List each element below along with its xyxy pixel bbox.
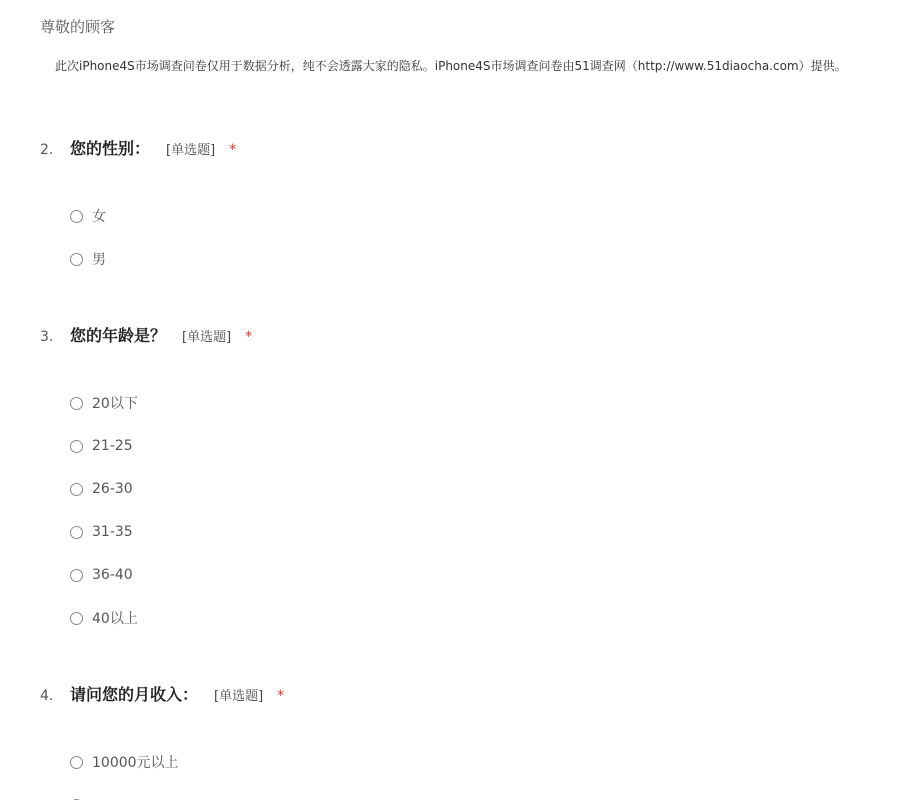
radio-button[interactable] xyxy=(70,526,83,539)
radio-button[interactable] xyxy=(70,440,83,453)
greeting-text: 尊敬的顾客 xyxy=(40,18,116,36)
question-2-header xyxy=(40,136,236,159)
required-marker: * xyxy=(277,688,285,704)
option-male[interactable] xyxy=(70,250,106,268)
radio-button[interactable] xyxy=(70,756,83,769)
question-title: 您的性别： xyxy=(70,139,151,158)
option-label: 36-40 xyxy=(92,567,133,583)
radio-button[interactable] xyxy=(70,612,83,625)
option-label: 21-25 xyxy=(92,438,133,454)
option-age-36-40[interactable] xyxy=(70,566,133,584)
option-income-next[interactable] xyxy=(70,796,92,800)
option-label: 20以下 xyxy=(92,396,138,412)
question-type-tag: [单选题] xyxy=(166,143,216,158)
question-title: 请问您的月收入： xyxy=(70,685,199,704)
question-4-header xyxy=(40,682,284,705)
option-income-over-10000[interactable] xyxy=(70,753,179,771)
question-number: 4. xyxy=(40,688,54,704)
option-label: 男 xyxy=(92,252,106,268)
radio-button[interactable] xyxy=(70,397,83,410)
option-age-over-40[interactable] xyxy=(70,609,138,627)
question-type-tag: [单选题] xyxy=(182,330,232,345)
question-title: 您的年龄是？ xyxy=(70,326,167,345)
question-type-tag: [单选题] xyxy=(214,689,264,704)
option-label: 女 xyxy=(92,209,106,225)
option-age-21-25[interactable] xyxy=(70,437,133,455)
question-number: 3. xyxy=(40,329,54,345)
survey-intro: 此次iPhone4S市场调查问卷仅用于数据分析，纯不会透露大家的隐私。iPhone4S市场调查问卷由51调查网（http://www.51diaocha.com）提供。 xyxy=(55,59,847,73)
question-number: 2. xyxy=(40,142,54,158)
option-label: 26-30 xyxy=(92,481,133,497)
required-marker: * xyxy=(245,329,253,345)
option-age-26-30[interactable] xyxy=(70,480,133,498)
radio-button[interactable] xyxy=(70,569,83,582)
required-marker: * xyxy=(229,142,237,158)
option-label: 40以上 xyxy=(92,611,138,627)
option-label: 31-35 xyxy=(92,524,133,540)
option-age-31-35[interactable] xyxy=(70,523,133,541)
radio-button[interactable] xyxy=(70,253,83,266)
question-3-header xyxy=(40,323,252,346)
option-age-under-20[interactable] xyxy=(70,394,138,412)
radio-button[interactable] xyxy=(70,483,83,496)
option-female[interactable] xyxy=(70,207,106,225)
radio-button[interactable] xyxy=(70,210,83,223)
option-label: 10000元以上 xyxy=(92,755,179,771)
